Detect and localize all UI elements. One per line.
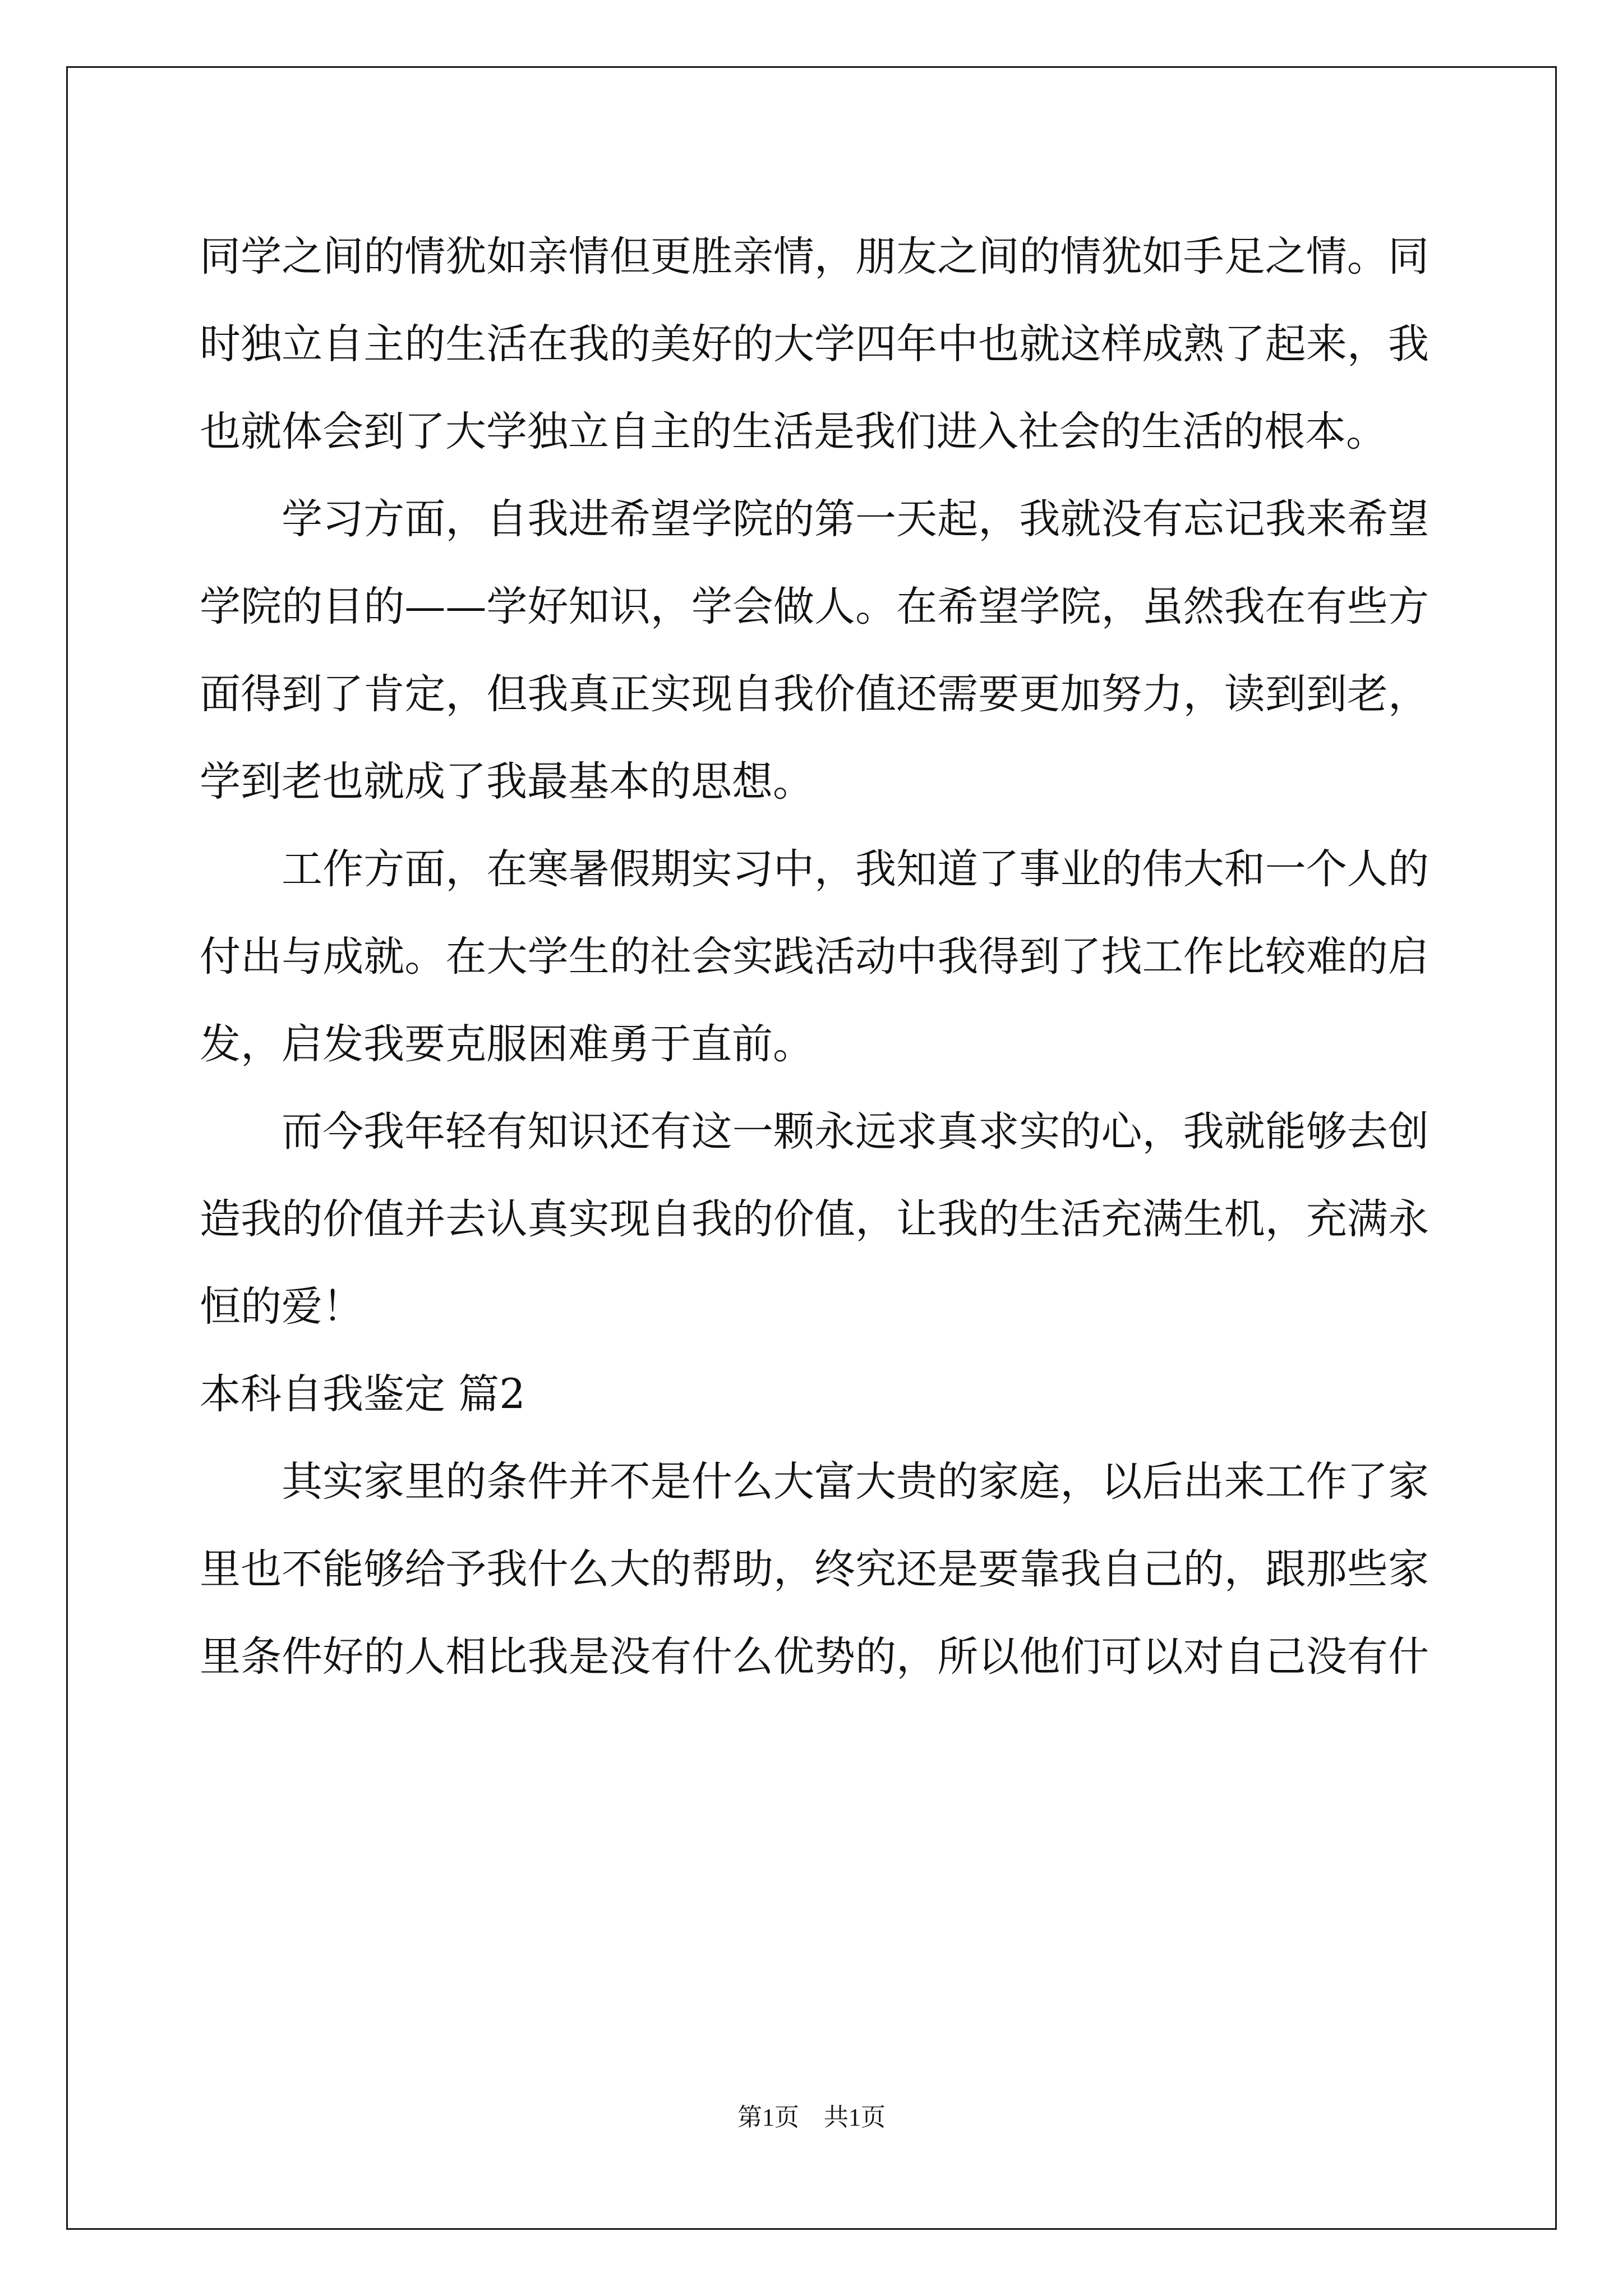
section-heading: 本科自我鉴定 篇2 — [200, 1370, 525, 1418]
text-line: 付出与成就。在大学生的社会实践活动中我得到了找工作比较难的启 — [200, 933, 1429, 981]
page-footer — [0, 2101, 1623, 2134]
text-line: 同学之间的情犹如亲情但更胜亲情，朋友之间的情犹如手足之情。同 — [200, 233, 1429, 280]
text-line: 学到老也就成了我最基本的思想。 — [200, 758, 814, 806]
paragraph-start-line: 其实家里的条件并不是什么大富大贵的家庭，以后出来工作了家 — [282, 1458, 1429, 1506]
text-line: 也就体会到了大学独立自主的生活是我们进入社会的生活的根本。 — [200, 408, 1387, 455]
text-line: 里也不能够给予我什么大的帮助，终究还是要靠我自己的，跟那些家 — [200, 1545, 1429, 1593]
text-line: 时独立自主的生活在我的美好的大学四年中也就这样成熟了起来，我 — [200, 320, 1429, 368]
text-line: 发，启发我要克服困难勇于直前。 — [200, 1020, 814, 1068]
text-line: 学院的目的——学好知识，学会做人。在希望学院，虽然我在有些方 — [200, 583, 1429, 631]
paragraph-start-line: 而今我年轻有知识还有这一颗永远求真求实的心，我就能够去创 — [282, 1108, 1429, 1156]
paragraph-start-line: 工作方面，在寒暑假期实习中，我知道了事业的伟大和一个人的 — [282, 845, 1429, 893]
text-line: 面得到了肯定，但我真正实现自我价值还需要更加努力，读到到老， — [200, 670, 1429, 718]
text-line: 里条件好的人相比我是没有什么优势的，所以他们可以对自己没有什 — [200, 1633, 1429, 1681]
document-body — [200, 213, 1429, 1701]
paragraph-start-line: 学习方面，自我进希望学院的第一天起，我就没有忘记我来希望 — [282, 495, 1429, 543]
text-line: 恒的爱！ — [200, 1283, 363, 1331]
text-line: 造我的价值并去认真实现自我的价值，让我的生活充满生机，充满永 — [200, 1195, 1429, 1243]
page-number: 第1页 共1页 — [737, 2104, 886, 2131]
